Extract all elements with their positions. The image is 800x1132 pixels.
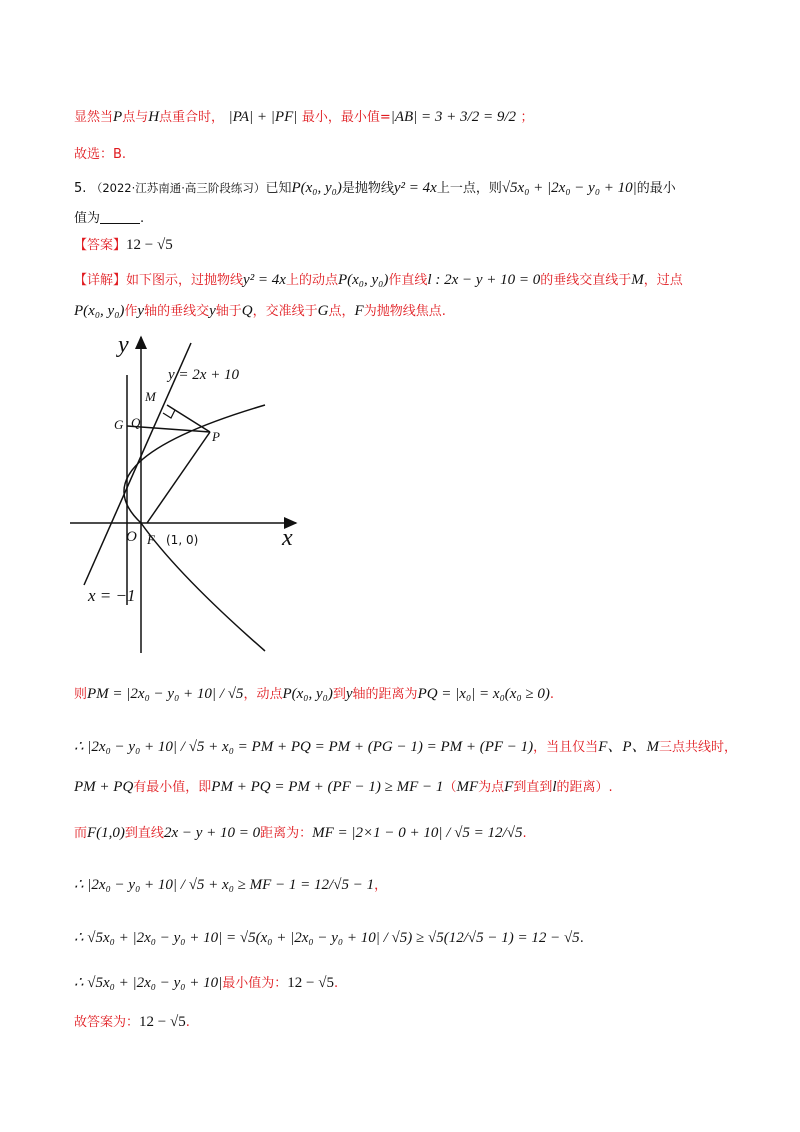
problem-number: 5. [74, 181, 87, 196]
math: y² = 4x [243, 272, 286, 288]
math: 2x − y + 10 = 0 [163, 825, 261, 841]
conclusion-line [74, 106, 533, 129]
text: ，当且仅当 [533, 740, 599, 755]
detail-line-1 [74, 269, 683, 292]
math: |PA| + |PF| [228, 109, 298, 125]
text: 三点共线时， [659, 740, 738, 755]
text: 点重合时， [159, 110, 225, 125]
math: MF [456, 779, 479, 795]
focus-label: F [147, 532, 155, 547]
math: F [354, 303, 364, 319]
g-label: G [114, 417, 124, 432]
math: P(x₀, y₀) [282, 686, 333, 702]
text: 的最小 [636, 181, 676, 196]
text: ，过点 [643, 273, 683, 288]
text: 上的动点 [285, 273, 338, 288]
text: 已知 [265, 181, 292, 196]
text: 点与 [122, 110, 149, 125]
parabola-figure [70, 335, 310, 655]
segment-pm [167, 405, 210, 432]
math: y² = 4x [393, 180, 437, 196]
math: y [209, 303, 216, 319]
math: ∴ √5x₀ + |2x₀ − y₀ + 10| [74, 975, 223, 991]
step-5 [74, 874, 387, 897]
math: 12 − √5 [287, 975, 334, 991]
text: 值为 [74, 211, 101, 226]
step-1 [74, 683, 554, 706]
x-axis-label: x [282, 525, 293, 551]
right-angle-mark [163, 410, 175, 418]
text: 显然当 [74, 110, 114, 125]
math: √5x₀ + |2x₀ − y₀ + 10| [501, 180, 637, 196]
math: 12 − √5 [139, 1014, 186, 1030]
answer-value: 12 − √5 [126, 237, 173, 253]
math: PM + PQ = PM + (PF − 1) ≥ MF − 1 [211, 779, 444, 795]
problem-line-2 [74, 207, 144, 230]
text: 距离为： [260, 826, 313, 841]
text: . [549, 687, 555, 702]
text: 为抛物线焦点. [363, 304, 446, 319]
math: P [113, 109, 123, 125]
math: PM + PQ [74, 779, 134, 795]
text: ，动点 [243, 687, 283, 702]
text: 到直线 [124, 826, 164, 841]
text: . [579, 931, 584, 946]
math: y [345, 686, 353, 702]
text: . [333, 976, 339, 991]
text: 最小，最小值= [301, 110, 391, 125]
problem-line-1 [74, 177, 676, 200]
origin-label: O [126, 529, 137, 545]
math: M [631, 272, 644, 288]
y-axis-label: y [118, 335, 129, 358]
step-7 [74, 972, 338, 995]
math: P(x₀, y₀) [291, 180, 342, 196]
problem-source: （2022·江苏南通·高三阶段练习） [90, 181, 266, 195]
text: 点， [328, 304, 355, 319]
math: F [504, 779, 514, 795]
detail-line-2 [74, 300, 446, 323]
math: l : 2x − y + 10 = 0 [427, 272, 541, 288]
text: 是抛物线 [341, 181, 394, 196]
text: 作直线 [388, 273, 428, 288]
parabola-curve [124, 405, 265, 651]
text: 轴的距离为 [352, 687, 418, 702]
text: 轴于 [215, 304, 242, 319]
detail-label: 【详解】 [74, 273, 127, 288]
math: ∴ |2x₀ − y₀ + 10| / √5 + x₀ = PM + PQ = PM + (PG − 1) = PM + (PF − 1) [74, 739, 534, 755]
text: . [185, 1015, 190, 1030]
step-6 [74, 927, 584, 950]
p-label: P [212, 429, 220, 444]
m-label: M [145, 389, 156, 404]
answer-line [74, 234, 173, 257]
text: ， [374, 878, 388, 893]
step-4 [74, 822, 527, 845]
math: PM = |2x₀ − y₀ + 10| / √5 [87, 686, 244, 702]
math: |AB| = 3 + 3/2 = 9/2 [390, 109, 516, 125]
math: ∴ |2x₀ − y₀ + 10| / √5 + x₀ ≥ MF − 1 = 12/√5 − 1 [74, 877, 375, 893]
text: 的垂线交直线于 [540, 273, 632, 288]
answer-blank [100, 223, 140, 224]
math: y [137, 303, 145, 319]
step-3 [74, 776, 613, 799]
text: ； [520, 110, 534, 125]
choice-line: 故选：B. [74, 147, 127, 162]
math: MF = |2×1 − 0 + 10| / √5 = 12/√5 [312, 825, 523, 841]
segment-pf [147, 432, 210, 523]
math: Q [241, 303, 253, 319]
text: 作 [124, 304, 138, 319]
text: 的距离）. [556, 780, 613, 795]
text: 为点 [478, 780, 505, 795]
math: l [552, 779, 557, 795]
math: F(1,0) [87, 825, 125, 841]
text: 上一点，则 [436, 181, 502, 196]
text: 轴的垂线交 [144, 304, 210, 319]
step-8 [74, 1011, 190, 1034]
text: 最小值为： [222, 976, 288, 991]
text: （ [443, 780, 457, 795]
focus-coord-label: (1, 0) [166, 533, 199, 547]
text: 有最小值，即 [133, 780, 212, 795]
text: 则 [74, 687, 88, 702]
line-label: y = 2x + 10 [168, 367, 240, 383]
step-2 [74, 736, 737, 759]
text: ，交准线于 [252, 304, 318, 319]
text: 到直到 [513, 780, 553, 795]
math: P(x₀, y₀) [337, 272, 389, 288]
math: F、P、M [598, 739, 660, 755]
math: P(x₀, y₀) [74, 303, 125, 319]
text: 故答案为： [74, 1015, 140, 1030]
math: G [317, 303, 329, 319]
text: . [522, 826, 527, 841]
answer-label: 【答案】 [74, 238, 127, 253]
directrix-label: x = −1 [88, 586, 136, 605]
math: H [148, 109, 160, 125]
q-label: Q [131, 415, 141, 430]
text: 而 [74, 826, 88, 841]
math: ∴ √5x₀ + |2x₀ − y₀ + 10| = √5(x₀ + |2x₀ − y₀ + 10| / √5) ≥ √5(12/√5 − 1) = 12 − √5 [74, 930, 580, 946]
text: 如下图示，过抛物线 [126, 273, 244, 288]
text: . [140, 211, 145, 226]
math: PQ = |x₀| = x₀(x₀ ≥ 0) [417, 686, 550, 702]
text: 到 [332, 687, 346, 702]
